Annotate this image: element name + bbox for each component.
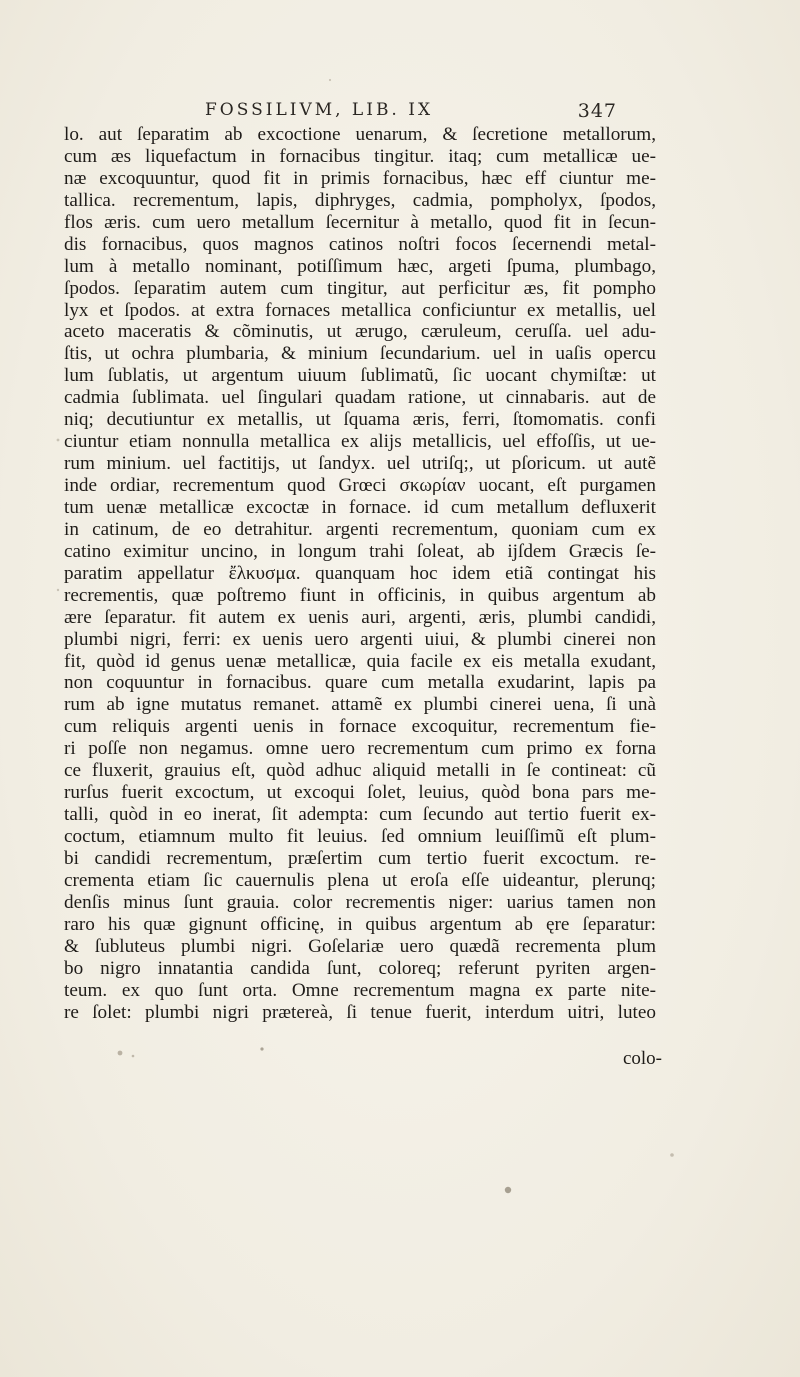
text-line: non coquuntur in fornacibus. quare cum metalla exudarint, lapis pa	[64, 672, 656, 694]
body-text	[64, 124, 656, 1023]
text-line: crementa etiam ſic cauernulis plena ut eroſa eſſe uideantur, plerunq;	[64, 869, 656, 891]
text-line: fit, quòd id genus uenæ metallicæ, quia facile ex eis metalla exudant,	[64, 650, 656, 672]
catchword: colo-	[622, 1048, 662, 1069]
running-header	[205, 100, 617, 124]
text-line: flos æris. cum uero metallum ſecernitur à metallo, quod fit in ſecun-	[64, 211, 656, 233]
page-number: 347	[577, 100, 617, 122]
text-line: in catinum, de eo detrahitur. argenti recrementum, quoniam cum ex	[64, 518, 656, 540]
text-line: re ſolet: plumbi nigri prætereà, ſi tenue fuerit, interdum uitri, luteo	[64, 1001, 656, 1023]
text-line: & ſubluteus plumbi nigri. Goſelariæ uero quædã recrementa plum	[64, 935, 656, 957]
text-line: cum reliquis argenti uenis in fornace excoquitur, recrementum fie-	[64, 716, 656, 738]
text-line: ſpodos. ſeparatim autem cum tingitur, aut perficitur æs, fit pompho	[64, 277, 656, 299]
text-line: bi candidi recrementum, præſertim cum tertio fuerit excoctum. re-	[64, 847, 656, 869]
text-line: paratim appellatur ἔλκυσμα. quanquam hoc idem etiã contingat his	[64, 562, 656, 584]
text-line: lum à metallo nominant, potiſſimum hæc, argeti ſpuma, plumbago,	[64, 255, 656, 277]
text-line: rurſus fuerit excoctum, ut excoqui ſolet, leuius, quòd bona pars me-	[64, 782, 656, 804]
text-line: tum uenæ metallicæ excoctæ in fornace. id cum metallum defluxerit	[64, 496, 656, 518]
text-line: raro his quæ gignunt officinę, in quibus argentum ab ęre ſeparatur:	[64, 913, 656, 935]
text-line: talli, quòd in eo inerat, ſit adempta: cum ſecundo aut tertio fuerit ex-	[64, 804, 656, 826]
text-line: teum. ex quo ſunt orta. Omne recrementum magna ex parte nite-	[64, 979, 656, 1001]
text-line: cum æs liquefactum in fornacibus tingitur. itaq; cum metallicæ ue-	[64, 145, 656, 167]
text-line: aceto maceratis & cõminutis, ut ærugo, cæruleum, ceruſſa. uel adu-	[64, 321, 656, 343]
running-head-title: FOSSILIVM, LIB. IX	[205, 100, 434, 120]
text-line: catino eximitur uncino, in longum trahi ſoleat, ab ijſdem Græcis ſe-	[64, 540, 656, 562]
text-line: cadmia ſublimata. uel ſingulari quadam ratione, ut cinnabaris. aut de	[64, 387, 656, 409]
text-line: rum ab igne mutatus remanet. attamẽ ex plumbi cinerei uena, ſi unà	[64, 694, 656, 716]
text-line: ære ſeparatur. fit autem ex uenis auri, argenti, æris, plumbi candidi,	[64, 606, 656, 628]
text-line: lum ſublatis, ut argentum uiuum ſublimatũ, ſic uocant chymiſtæ: ut	[64, 365, 656, 387]
text-line: denſis minus ſunt grauia. color recrementis niger: uarius tamen non	[64, 891, 656, 913]
text-line: ri poſſe non negamus. omne uero recrementum cum primo ex forna	[64, 738, 656, 760]
text-line: inde ordiar, recrementum quod Grœci σκωρίαν uocant, eſt purgamen	[64, 475, 656, 496]
text-line: lo. aut ſeparatim ab excoctione uenarum, & ſecretione metallorum,	[64, 124, 656, 145]
text-line: niq; decutiuntur ex metallis, ut ſquama æris, ferri, ſtomomatis. confi	[64, 409, 656, 431]
text-line: bo nigro innatantia candida ſunt, coloreq; referunt pyriten argen-	[64, 957, 656, 979]
text-line: tallica. recrementum, lapis, diphryges, cadmia, pompholyx, ſpodos,	[64, 189, 656, 211]
text-line: næ excoquuntur, quod fit in primis fornacibus, hæc eff ciuntur me-	[64, 167, 656, 189]
text-line: lyx et ſpodos. at extra fornaces metallica conficiuntur ex metallis, uel	[64, 299, 656, 321]
text-line: rum minium. uel factitijs, ut ſandyx. uel utriſq;, ut pſoricum. ut autẽ	[64, 453, 656, 475]
text-line: ſtis, ut ochra plumbaria, & minium ſecundarium. uel in uaſis opercu	[64, 343, 656, 365]
text-line: ciuntur etiam nonnulla metallica ex alijs metallicis, uel effoſſis, ut ue-	[64, 431, 656, 453]
text-line: plumbi nigri, ferri: ex uenis uero argenti uiui, & plumbi cinerei non	[64, 628, 656, 650]
text-line: dis fornacibus, quos magnos catinos noſtri focos ſecernendi metal-	[64, 233, 656, 255]
text-line: recrementis, quæ poſtremo fiunt in officinis, in quibus argentum ab	[64, 584, 656, 606]
text-line: ce fluxerit, grauius eſt, quòd adhuc aliquid metalli in ſe contineat: cũ	[64, 760, 656, 782]
text-line: coctum, etiamnum multo fit leuius. ſed omnium leuiſſimũ eſt plum-	[64, 826, 656, 847]
